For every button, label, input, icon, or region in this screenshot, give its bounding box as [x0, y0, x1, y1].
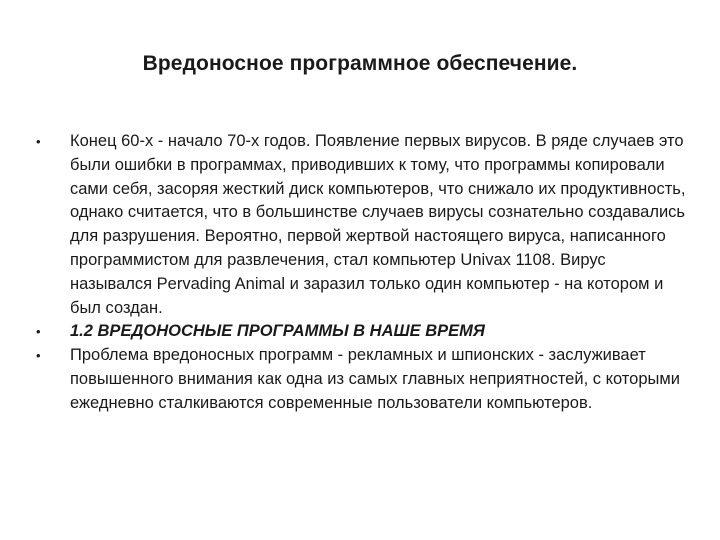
bullet-marker: •	[36, 134, 41, 149]
bullet-marker: •	[36, 348, 41, 364]
bullet-marker: •	[36, 324, 41, 340]
bullet-list	[36, 130, 686, 416]
bullet-text-history: Конец 60-х - начало 70-х годов. Появление первых вирусов. В ряде случаев это были ошибки в программах, приводивших к тому, что программы копировали сами себя, засоряя жесткий диск компьютеров, что снижало их продуктивность, однако считается, что в большинстве случаев вирусы сознательно создавались для разрушения. Вероятно, первой жертвой настоящего вируса, написанного программистом для развлечения, стал компьютер Univax 1108. Вирус назывался Pervading Animal и заразил только один компьютер - на котором и был создан.	[70, 132, 686, 317]
bullet-item-history	[36, 130, 686, 320]
bullet-item-problem	[36, 344, 686, 415]
slide-title: Вредоносное программное обеспечение.	[142, 52, 578, 75]
section-heading: 1.2 ВРЕДОНОСНЫЕ ПРОГРАММЫ В НАШЕ ВРЕМЯ	[70, 322, 485, 341]
bullet-item-section-heading	[36, 320, 686, 344]
bullet-text-problem: Проблема вредоносных программ - рекламных и шпионских - заслуживает повышенного внимания как одна из самых главных неприятностей, с которыми ежедневно сталкиваются современные пользователи компьютеров.	[70, 346, 680, 412]
